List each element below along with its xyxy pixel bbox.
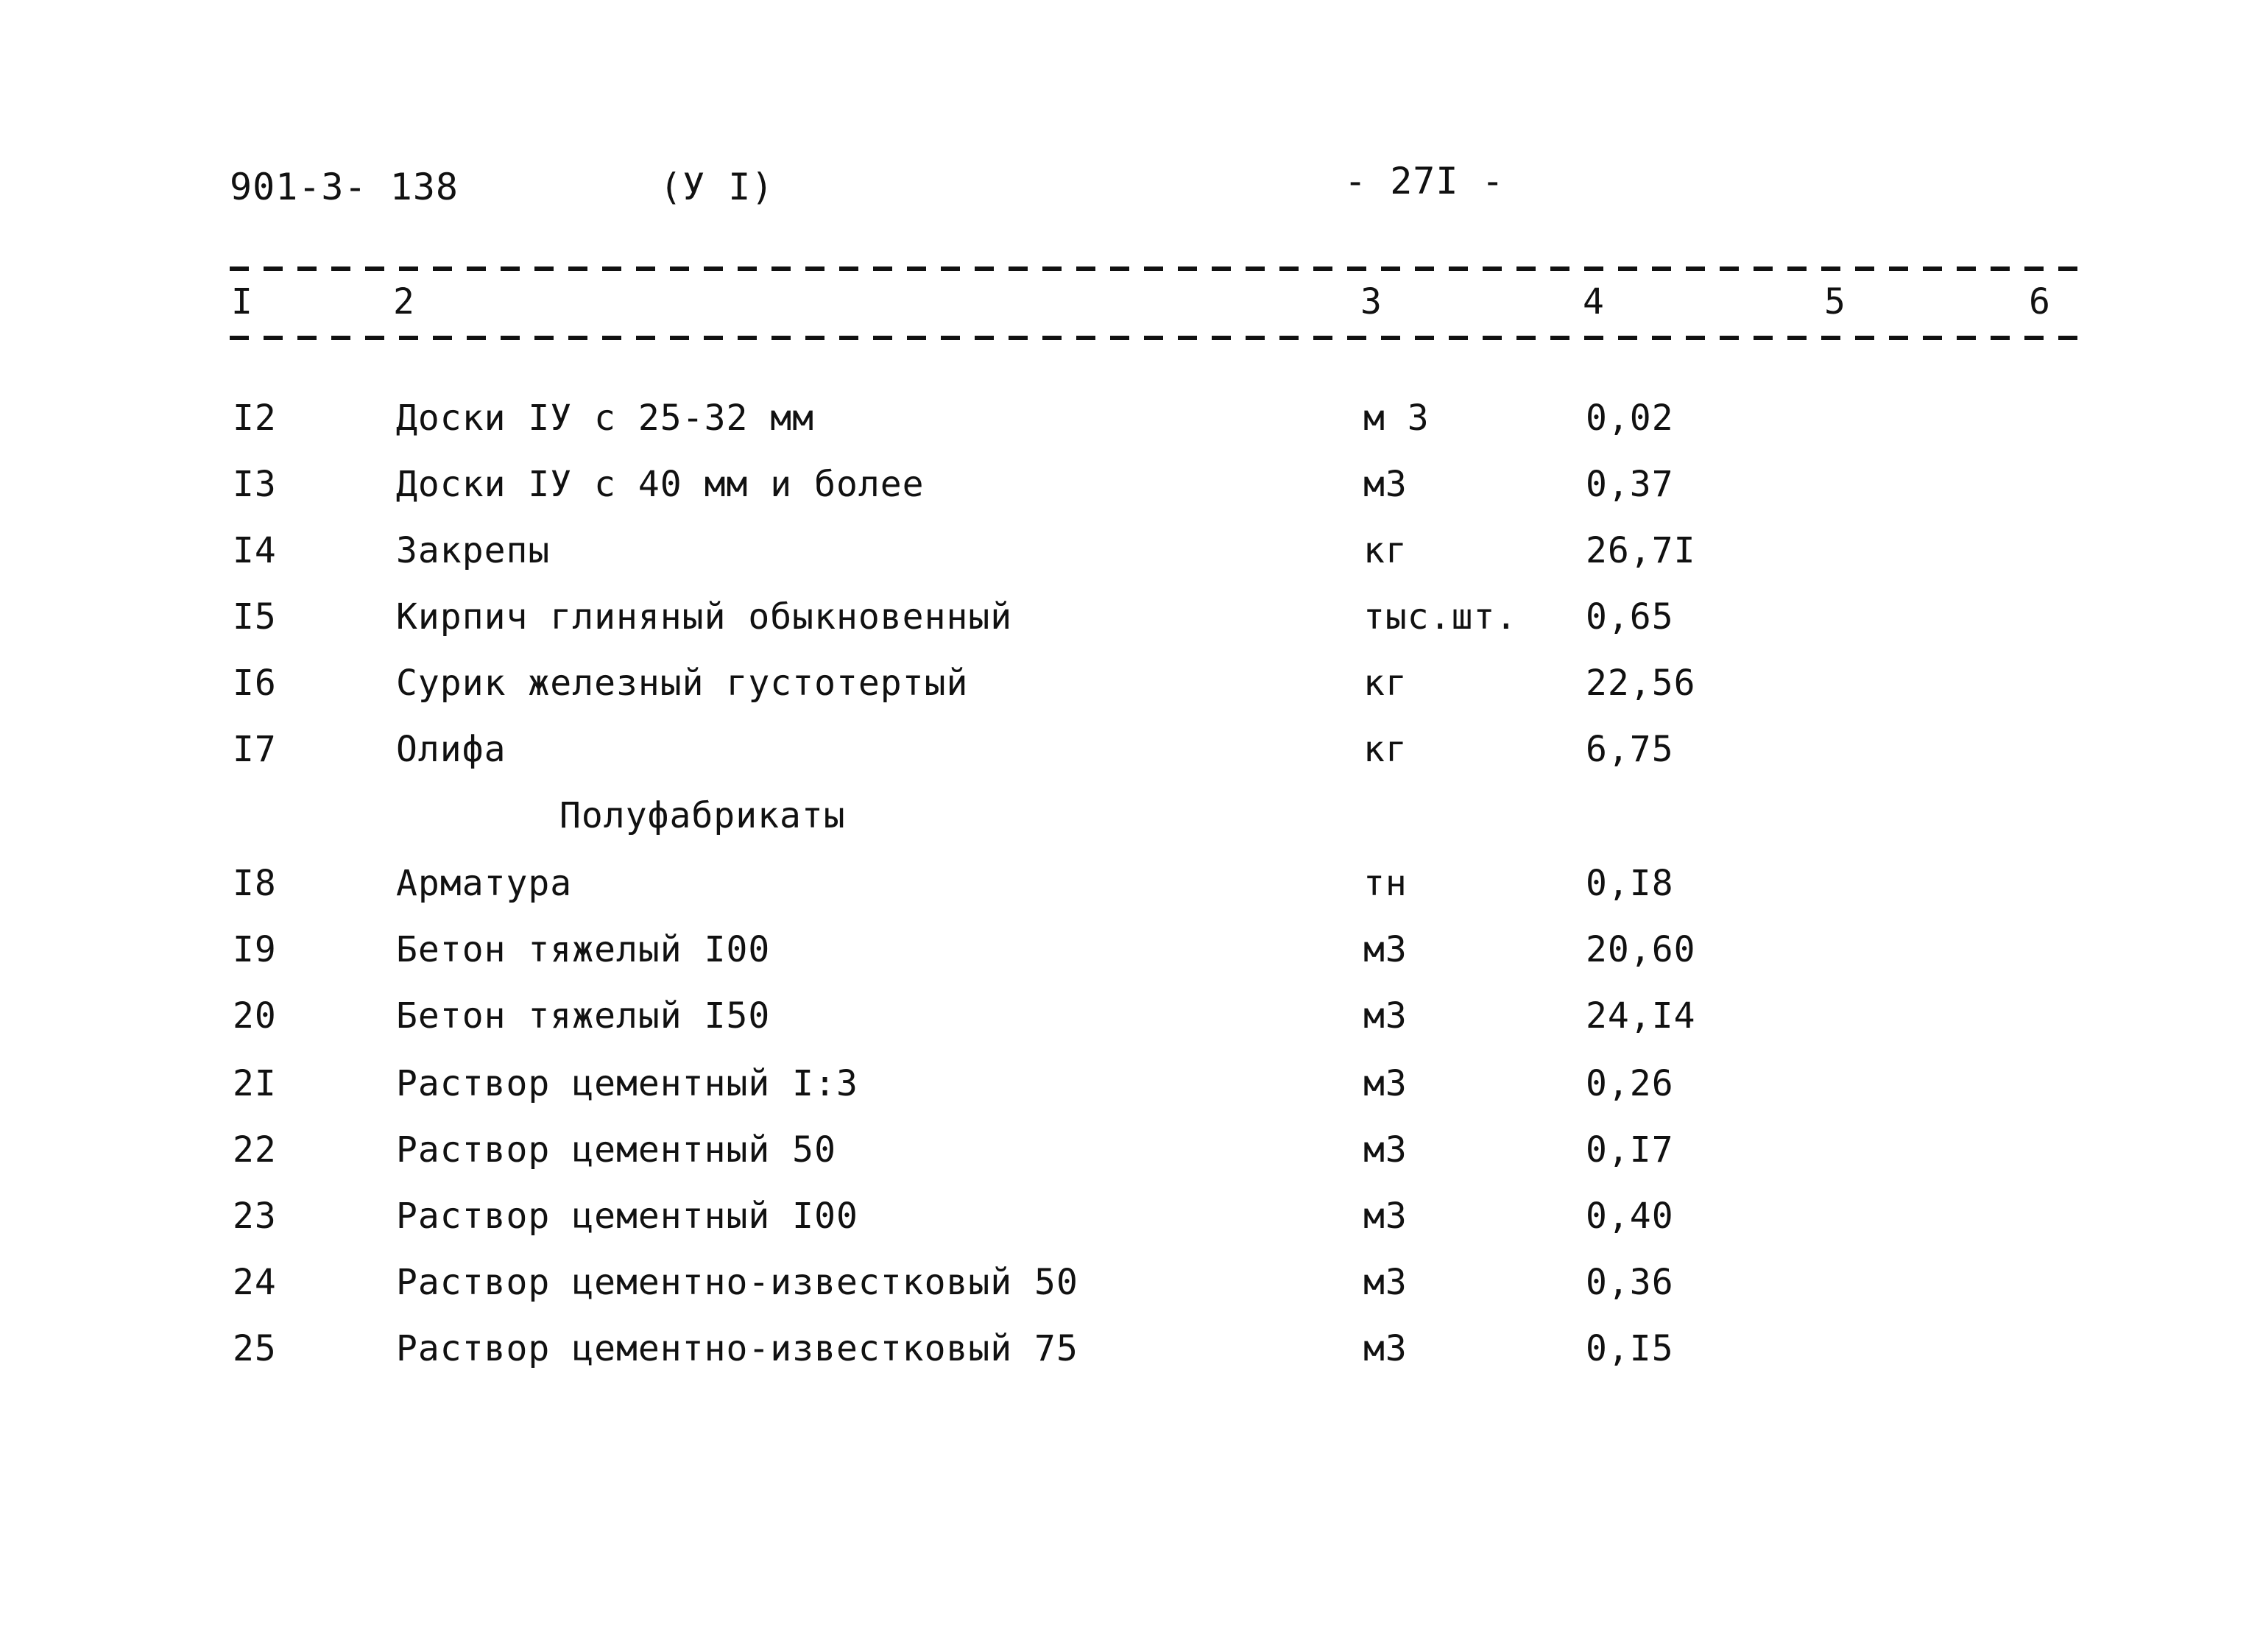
row-unit: м3 (1363, 1196, 1408, 1237)
row-name: Закрепы (396, 530, 551, 571)
row-number: I3 (233, 464, 277, 505)
row-value: 0,26 (1586, 1063, 1674, 1104)
row-unit: кг (1363, 663, 1408, 704)
table-top-rule (230, 266, 2091, 271)
row-value: 0,65 (1586, 596, 1674, 638)
page-number: - 27I - (1344, 160, 1505, 202)
row-name: Раствор цементно-известковый 50 (396, 1262, 1078, 1303)
row-name: Кирпич глиняный обыкновенный (396, 596, 1013, 638)
row-unit: м3 (1363, 1262, 1408, 1303)
row-number: I2 (233, 398, 277, 439)
row-unit: тн (1363, 863, 1408, 904)
row-number: 23 (233, 1196, 277, 1237)
column-header-2: 2 (393, 281, 415, 322)
column-header-3: 3 (1360, 281, 1383, 322)
row-number: 22 (233, 1129, 277, 1171)
row-value: 0,I7 (1586, 1129, 1674, 1171)
row-value: 6,75 (1586, 729, 1674, 770)
row-unit: м3 (1363, 1063, 1408, 1104)
row-value: 0,I8 (1586, 863, 1674, 904)
row-number: I8 (233, 863, 277, 904)
row-number: I7 (233, 729, 277, 770)
row-name: Арматура (396, 863, 573, 904)
row-name: Доски IУ с 25-32 мм (396, 398, 815, 439)
row-value: 0,I5 (1586, 1328, 1674, 1369)
row-unit: кг (1363, 729, 1408, 770)
row-unit: кг (1363, 530, 1408, 571)
table-header-bottom-rule (230, 336, 2091, 340)
row-name: Олифа (396, 729, 506, 770)
row-name: Бетон тяжелый I00 (396, 929, 771, 970)
row-unit: м 3 (1363, 398, 1430, 439)
column-header-6: 6 (2029, 281, 2051, 322)
row-unit: тыс.шт. (1363, 596, 1518, 638)
row-unit: м3 (1363, 1129, 1408, 1171)
row-name: Раствор цементный I:3 (396, 1063, 858, 1104)
column-header-4: 4 (1583, 281, 1605, 322)
row-number: I5 (233, 596, 277, 638)
row-number: 2I (233, 1063, 277, 1104)
row-number: I9 (233, 929, 277, 970)
row-value: 0,40 (1586, 1196, 1674, 1237)
row-value: 0,02 (1586, 398, 1674, 439)
row-value: 0,37 (1586, 464, 1674, 505)
row-value: 0,36 (1586, 1262, 1674, 1303)
row-value: 26,7I (1586, 530, 1696, 571)
row-name: Сурик железный густотертый (396, 663, 969, 704)
row-number: 24 (233, 1262, 277, 1303)
row-name: Раствор цементный I00 (396, 1196, 858, 1237)
row-number: 25 (233, 1328, 277, 1369)
section-title: Полуфабрикаты (559, 795, 846, 836)
row-number: I6 (233, 663, 277, 704)
row-value: 22,56 (1586, 663, 1696, 704)
column-header-5: 5 (1824, 281, 1846, 322)
row-unit: м3 (1363, 929, 1408, 970)
row-value: 20,60 (1586, 929, 1696, 970)
row-name: Раствор цементно-известковый 75 (396, 1328, 1078, 1369)
row-unit: м3 (1363, 464, 1408, 505)
row-value: 24,I4 (1586, 995, 1696, 1037)
row-name: Бетон тяжелый I50 (396, 995, 771, 1037)
row-unit: м3 (1363, 1328, 1408, 1369)
row-name: Раствор цементный 50 (396, 1129, 836, 1171)
document-code: 901-3- 138 (230, 166, 459, 208)
row-number: 20 (233, 995, 277, 1037)
column-header-1: I (231, 281, 253, 322)
row-unit: м3 (1363, 995, 1408, 1037)
row-name: Доски IУ с 40 мм и более (396, 464, 925, 505)
document-variant: (У I) (660, 166, 774, 208)
row-number: I4 (233, 530, 277, 571)
